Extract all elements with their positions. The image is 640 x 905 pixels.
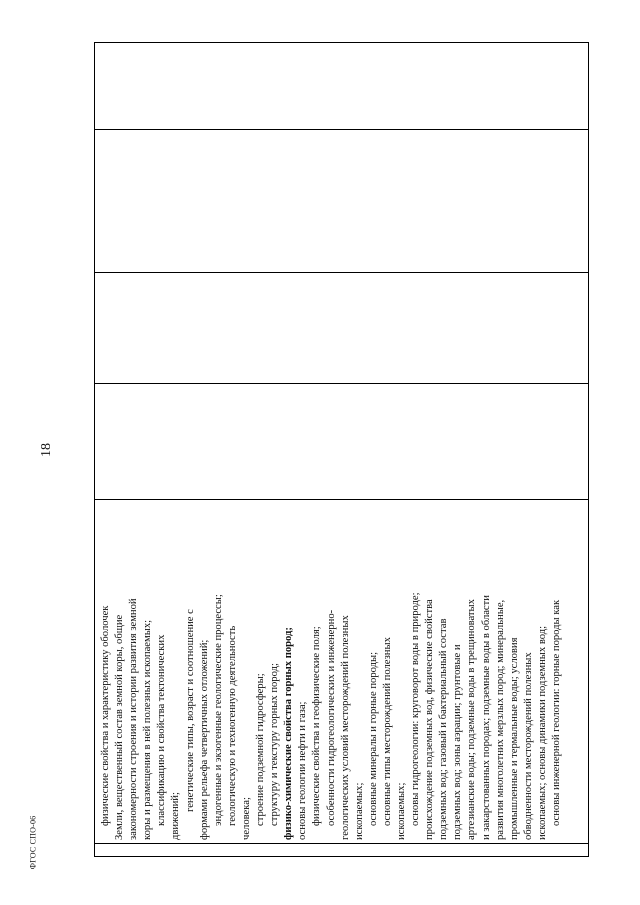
text-line: классификацию и свойства тектонических <box>156 634 168 826</box>
column-divider <box>95 383 588 384</box>
text-line: основы инженерной геологии: горные породы как <box>551 599 562 826</box>
text-line: основные типы месторождений полезных <box>381 637 393 826</box>
text-line: эндогенные и экзогенные геологические процессы; <box>212 594 224 826</box>
text-line: структуру и текстуру горных пород; <box>269 663 281 826</box>
competency-table <box>94 42 589 857</box>
text-line: основные минералы и горные породы; <box>367 651 379 826</box>
text-line: основы гидрогеологии: круговорот воды в природе; <box>410 592 422 826</box>
text-line: артезианские воды; подземные воды в трещиноватых <box>466 599 478 840</box>
text-line: развития многолетних мерзлых пород; минеральные, <box>494 599 506 840</box>
text-line: обводненности месторождений полезных <box>522 652 534 840</box>
text-line: геологическую и техногенную деятельность <box>226 625 238 826</box>
text-line: генетические типы, возраст и соотношение с <box>184 609 196 812</box>
text-line: человека; <box>240 797 252 840</box>
text-line: коры и размещения в ней полезных ископаемых; <box>142 619 154 840</box>
text-line: формами рельефа четвертичных отложений; <box>198 639 210 840</box>
text-line: ископаемых; <box>395 782 407 840</box>
text-line: физические свойства и геофизические поля; <box>311 626 323 826</box>
text-line: особенности гидрогеологических и инженерно- <box>325 609 337 826</box>
text-line: подземных вод; газовый и бактериальный состав <box>438 618 450 840</box>
text-line: движений; <box>170 792 182 840</box>
column-divider <box>95 129 588 130</box>
knowledge-cell <box>99 506 564 840</box>
column-divider <box>95 843 588 844</box>
text-line: физико-химические свойства горных пород; <box>283 627 295 840</box>
text-line: основы геологии нефти и газа; <box>297 701 309 840</box>
text-line: ископаемых; основы динамики подземных вод; <box>536 625 548 840</box>
text-line: строение подземной гидросферы; <box>255 673 267 826</box>
text-line: происхождение подземных вод, физические свойства <box>424 599 436 840</box>
text-line: физические свойства и характеристику оболочек <box>100 605 111 826</box>
text-line: подземных вод; зоны аэрации; грунтовые и <box>452 644 464 840</box>
text-line: геологических условий месторождений полезных <box>339 615 351 840</box>
column-divider <box>95 499 588 500</box>
text-line: промышленные и термальные воды; условия <box>508 637 520 840</box>
text-line: и закарстованных породах; подземные воды в области <box>480 595 492 840</box>
page-number: 18 <box>39 443 54 457</box>
text-line: Земли, вещественный состав земной коры, общие <box>114 614 126 840</box>
document-footer: ФГОС СПО-06 <box>28 815 38 870</box>
rotated-page <box>94 42 589 857</box>
column-divider <box>95 272 588 273</box>
text-line: ископаемых; <box>353 782 365 840</box>
text-line: закономерности строения и истории развития земной <box>128 598 140 840</box>
